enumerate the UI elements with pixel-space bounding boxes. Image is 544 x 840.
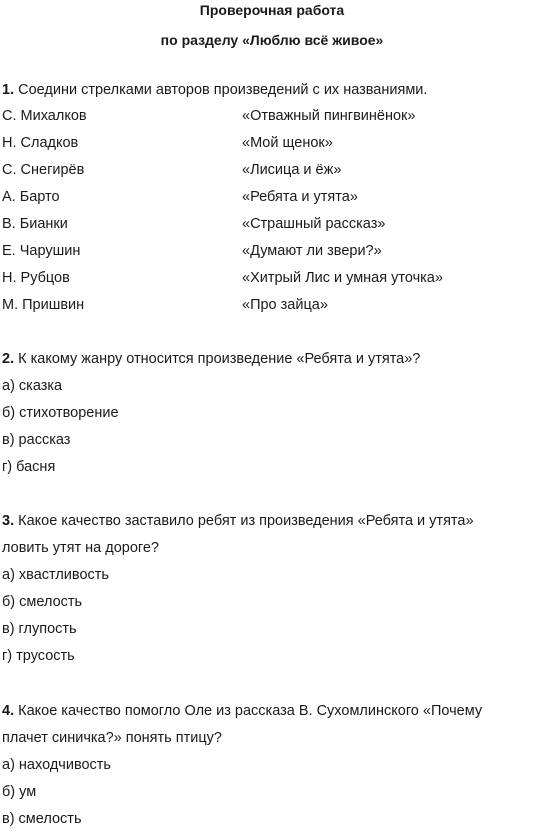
answer-option: а) находчивость [2,757,111,773]
author-item: А. Барто [2,189,60,205]
work-item: «Мой щенок» [242,135,333,151]
author-item: С. Михалков [2,108,87,124]
answer-option: б) смелость [2,594,83,610]
work-item: «Лисица и ёж» [242,162,342,178]
question-4-continued: плачет синичка?» понять птицу? [2,730,222,746]
answer-option: а) сказка [2,378,63,394]
question-1-text: Соедини стрелками авторов произведений с их названиями. [14,82,428,98]
work-item: «Хитрый Лис и умная уточка» [242,270,443,286]
question-3-continued: ловить утят на дороге? [2,540,159,556]
answer-option: а) хвастливость [2,567,109,583]
author-item: Е. Чарушин [2,243,81,259]
question-1-number: 1. [2,82,15,98]
question-4-number: 4. [2,703,15,719]
work-item: «Думают ли звери?» [242,243,382,259]
question-1 [2,82,427,98]
question-4 [2,703,482,719]
question-2 [2,351,420,367]
answer-option: в) смелость [2,811,82,827]
question-2-text: К какому жанру относится произведение «Ребята и утята»? [14,351,421,367]
work-item: «Про зайца» [242,297,328,313]
page-title: Проверочная работа [199,2,345,18]
author-item: Н. Рубцов [2,270,70,286]
author-item: В. Бианки [2,216,68,232]
answer-option: б) ум [2,784,37,800]
author-item: М. Пришвин [2,297,85,313]
answer-option: в) рассказ [2,432,71,448]
answer-option: г) трусость [2,648,75,664]
author-item: С. Снегирёв [2,162,85,178]
question-3 [2,513,474,529]
question-3-text: Какое качество заставило ребят из произведения «Ребята и утята» [14,513,474,529]
question-2-number: 2. [2,351,15,367]
work-item: «Ребята и утята» [242,189,358,205]
work-item: «Отважный пингвинёнок» [242,108,416,124]
work-item: «Страшный рассказ» [242,216,386,232]
answer-option: б) стихотворение [2,405,119,421]
answer-option: в) глупость [2,621,77,637]
answer-option: г) басня [2,459,56,475]
question-3-number: 3. [2,513,15,529]
page-subtitle: по разделу «Люблю всё живое» [160,32,384,48]
question-4-text: Какое качество помогло Оле из рассказа В. Сухомлинского «Почему [14,703,483,719]
author-item: Н. Сладков [2,135,79,151]
